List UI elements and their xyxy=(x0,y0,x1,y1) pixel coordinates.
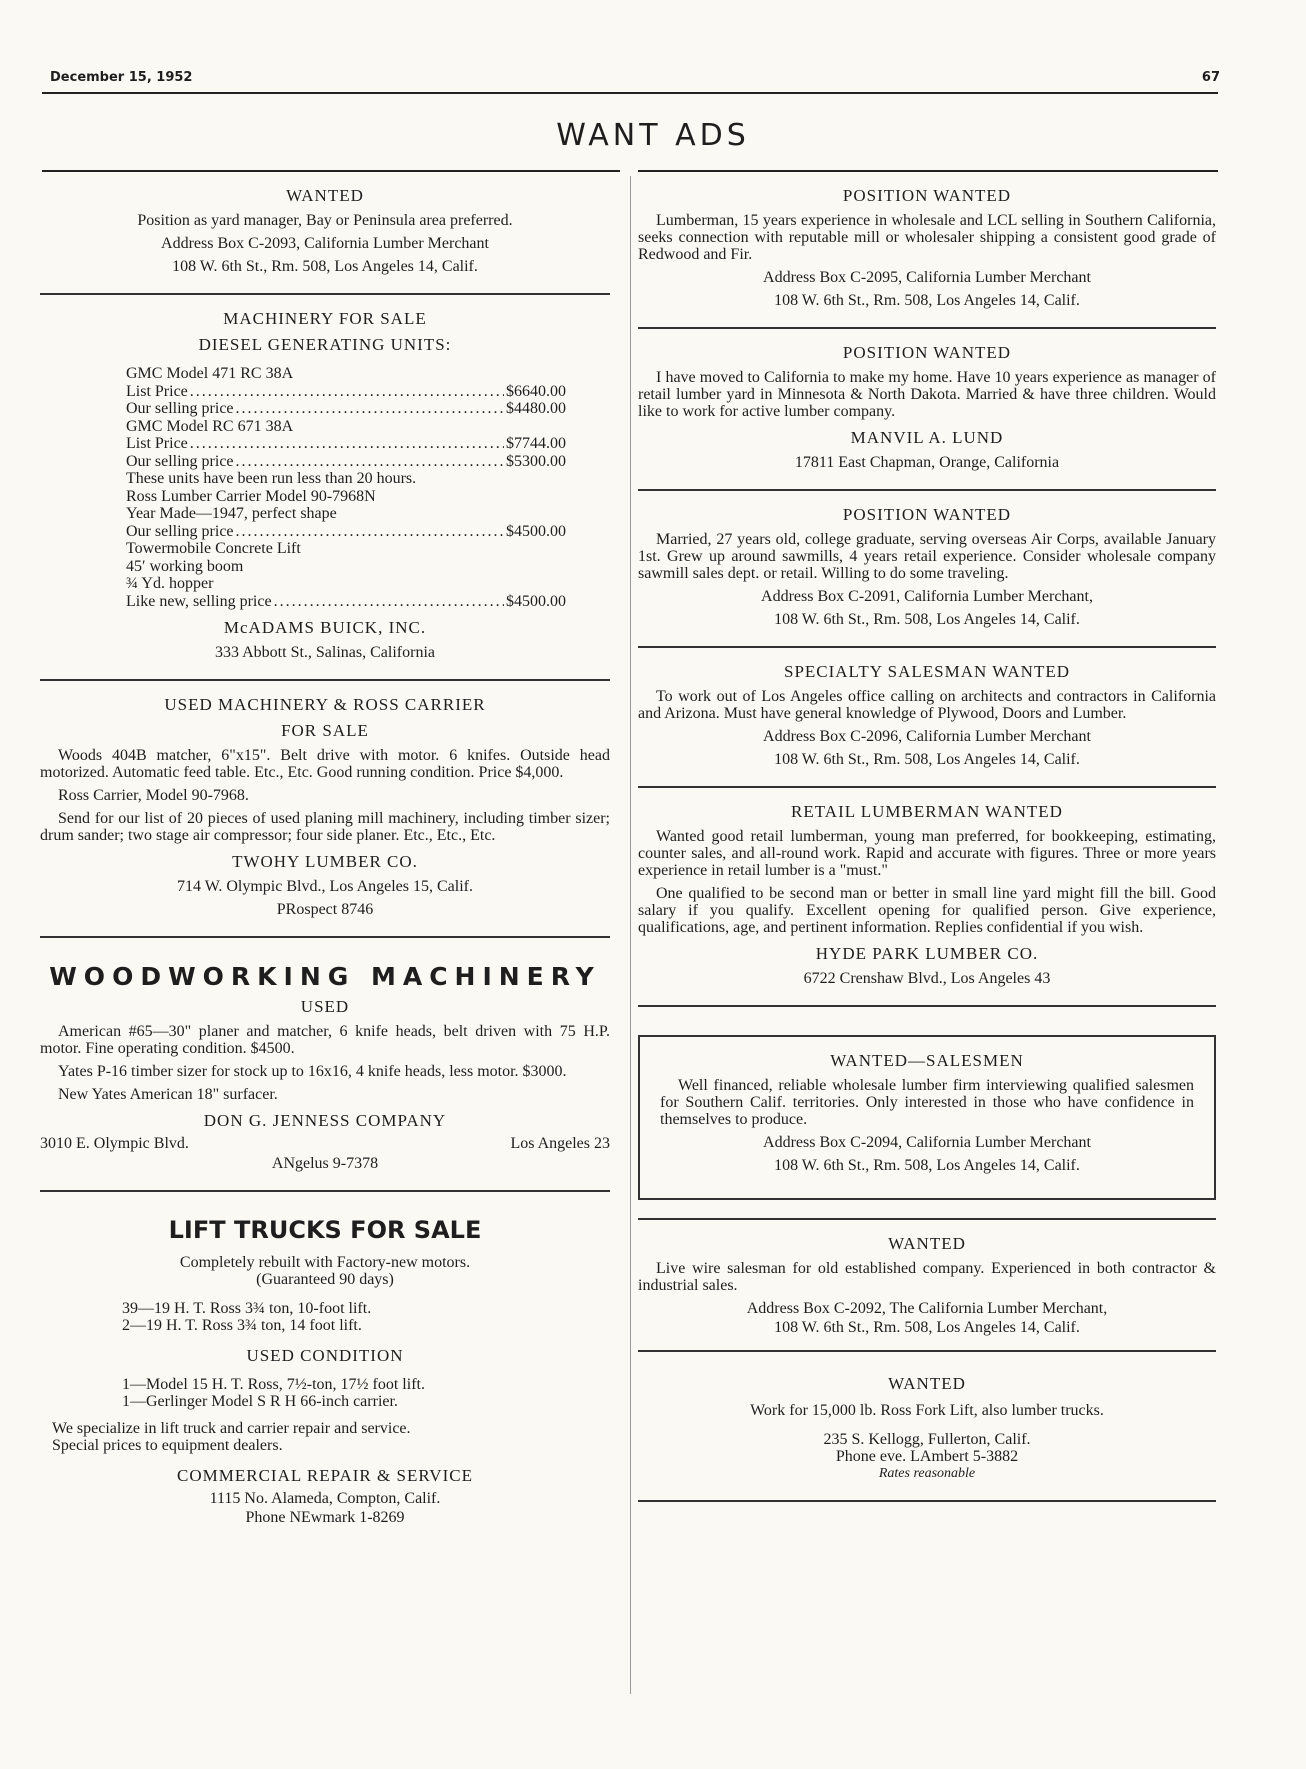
ad-paragraph: Send for our list of 20 pieces of used planing mill machinery, including timber sizer; drum sander; two stage air compressor; four side planer. Etc., Etc., Etc. xyxy=(40,810,610,844)
ad-paragraph: Yates P-16 timber sizer for stock up to 16x16, 4 knife heads, less motor. $3000. xyxy=(58,1063,567,1080)
machinery-item: GMC Model RC 671 38A xyxy=(126,417,294,435)
ad-address: 108 W. 6th St., Rm. 508, Los Angeles 14, Calif. xyxy=(774,1157,1080,1174)
machinery-item: Our selling price xyxy=(126,522,234,540)
ad-heading: MACHINERY FOR SALE xyxy=(223,309,427,328)
page-number: 67 xyxy=(1201,70,1220,85)
issue-date: December 15, 1952 xyxy=(50,70,193,85)
machinery-item: Towermobile Concrete Lift xyxy=(126,540,301,557)
ad-heading: WANTED xyxy=(888,1374,966,1393)
ad-retail-lumberman xyxy=(638,788,1216,1007)
ad-heading: WANTED—SALESMEN xyxy=(830,1051,1024,1070)
leader-dots xyxy=(236,400,504,418)
machinery-line xyxy=(126,558,566,576)
ad-item: 1—Gerlinger Model S R H 66-inch carrier. xyxy=(122,1393,398,1410)
machinery-item: List Price xyxy=(126,382,188,400)
ad-paragraph: Ross Carrier, Model 90-7968. xyxy=(58,787,249,804)
machinery-line xyxy=(126,365,566,383)
ad-body: Work for 15,000 lb. Ross Fork Lift, also lumber trucks. xyxy=(750,1402,1104,1419)
ad-heading: POSITION WANTED xyxy=(842,343,1012,362)
leader-dots xyxy=(190,435,504,453)
ad-body: Married, 27 years old, college graduate, serving overseas Air Corps, available January 1st. Grew up around sawmills, 4 years retail experience. Consider wholesale company sawmill sales dept. or retail. Willing to do some traveling. xyxy=(638,531,1216,582)
ad-address: Address Box C-2095, California Lumber Merchant xyxy=(763,269,1091,286)
machinery-line xyxy=(126,470,566,488)
ad-body: To work out of Los Angeles office calling on architects and contractors in California and Arizona. Must have general knowledge of Plywood, Doors and Lumber. xyxy=(638,688,1216,722)
leader-dots xyxy=(236,523,504,541)
ad-note: Rates reasonable xyxy=(878,1466,976,1481)
ad-address: 6722 Crenshaw Blvd., Los Angeles 43 xyxy=(803,970,1051,987)
machinery-item: ¾ Yd. hopper xyxy=(126,575,214,592)
leader-dots xyxy=(274,593,504,611)
ad-body: Well financed, reliable wholesale lumber firm interviewing qualified salesmen for Southern Calif. territories. Only interested in those who have confidence in themselves to produce. xyxy=(660,1077,1194,1128)
ad-address: 235 S. Kellogg, Fullerton, Calif. xyxy=(823,1431,1031,1448)
ad-position-wanted-graduate xyxy=(638,491,1216,648)
ad-title: WOODWORKING MACHINERY xyxy=(49,962,601,991)
ad-firm: COMMERCIAL REPAIR & SERVICE xyxy=(177,1466,473,1485)
right-column xyxy=(630,172,1224,1502)
ad-phone: Phone eve. LAmbert 5-3882 xyxy=(835,1448,1019,1465)
ad-name: MANVIL A. LUND xyxy=(850,428,1004,447)
ad-firm: TWOHY LUMBER CO. xyxy=(232,852,418,871)
machinery-line xyxy=(126,593,566,611)
ad-body: Live wire salesman for old established company. Experienced in both contractor & industrial sales. xyxy=(638,1260,1216,1294)
ad-paragraph: One qualified to be second man or better in small line yard might fill the bill. Good salary if you qualify. Excellent opening for qualified person. Give experience, qualifications, age, and pertinent information. Replies confidential if you wish. xyxy=(638,885,1216,936)
machinery-item: Year Made—1947, perfect shape xyxy=(126,505,337,522)
machinery-line xyxy=(126,435,566,453)
header-rule xyxy=(42,92,1218,94)
ad-paragraph: American #65—30" planer and matcher, 6 knife heads, belt driven with 75 H.P. motor. Fine operating condition. $4500. xyxy=(40,1023,610,1057)
ad-address: 108 W. 6th St., Rm. 508, Los Angeles 14, Calif. xyxy=(774,292,1080,309)
ad-address: 108 W. 6th St., Rm. 508, Los Angeles 14, Calif. xyxy=(172,258,478,275)
ad-subheading: USED xyxy=(300,997,350,1016)
left-column xyxy=(32,172,618,1540)
machinery-item: Our selling price xyxy=(126,400,234,417)
ad-address: Address Box C-2091, California Lumber Merchant, xyxy=(761,588,1093,605)
ad-box xyxy=(638,1035,1216,1200)
machinery-item: Ross Lumber Carrier Model 90-7968N xyxy=(126,487,376,505)
machinery-item: Our selling price xyxy=(126,452,234,470)
ad-heading: WANTED xyxy=(286,186,364,205)
machinery-line xyxy=(126,523,566,541)
leader-dots xyxy=(190,383,504,401)
ad-heading: RETAIL LUMBERMAN WANTED xyxy=(791,802,1063,821)
machinery-line xyxy=(126,488,566,506)
ad-wanted-fork-lift-work xyxy=(638,1352,1216,1502)
ad-heading: POSITION WANTED xyxy=(842,505,1012,524)
machinery-line xyxy=(126,418,566,436)
ad-subheading: DIESEL GENERATING UNITS: xyxy=(198,335,452,354)
ad-note: Special prices to equipment dealers. xyxy=(52,1437,283,1454)
machinery-price: $4480.00 xyxy=(506,400,566,417)
ad-used-machinery-ross-carrier xyxy=(40,681,610,938)
ad-address-right: Los Angeles 23 xyxy=(510,1135,610,1152)
ad-paragraph: Wanted good retail lumberman, young man preferred, for bookkeeping, estimating, counter sales, and all-round work. Rapid and accurate with figures. Three or more years experience in retail lumber is a "must." xyxy=(638,828,1216,879)
ad-address: 1115 No. Alameda, Compton, Calif. xyxy=(209,1490,441,1507)
ad-address-row xyxy=(40,1135,610,1153)
ad-woodworking-machinery xyxy=(40,938,610,1192)
ad-body: Lumberman, 15 years experience in wholesale and LCL selling in Southern California, seeks connection with reputable mill or wholesaler shipping a consistent good grade of Redwood and Fir. xyxy=(638,212,1216,263)
ad-intro: (Guaranteed 90 days) xyxy=(256,1271,394,1288)
machinery-line xyxy=(126,540,566,558)
machinery-price: $6640.00 xyxy=(506,382,566,400)
ad-heading: USED MACHINERY & ROSS CARRIER xyxy=(164,695,486,714)
ad-item: 2—19 H. T. Ross 3¾ ton, 14 foot lift. xyxy=(122,1317,362,1334)
ad-subheading: FOR SALE xyxy=(281,721,369,740)
ad-address: 108 W. 6th St., Rm. 508, Los Angeles 14, Calif. xyxy=(774,1319,1080,1336)
ad-firm: McADAMS BUICK, INC. xyxy=(223,618,427,637)
ad-address: 333 Abbott St., Salinas, California xyxy=(215,644,435,661)
ad-item: 1—Model 15 H. T. Ross, 7½-ton, 17½ foot lift. xyxy=(122,1376,425,1393)
ad-lift-trucks xyxy=(40,1192,610,1540)
machinery-line xyxy=(126,383,566,401)
ad-phone: PRospect 8746 xyxy=(276,901,374,918)
ad-wanted-live-wire-salesman xyxy=(638,1220,1216,1352)
machinery-line xyxy=(126,505,566,523)
machinery-list xyxy=(126,365,566,610)
ad-address: 17811 East Chapman, Orange, California xyxy=(794,454,1060,471)
ad-wanted-salesmen xyxy=(638,1007,1216,1200)
ad-body: Position as yard manager, Bay or Peninsula area preferred. xyxy=(137,212,513,229)
machinery-item: 45′ working boom xyxy=(126,557,244,575)
ad-title: LIFT TRUCKS FOR SALE xyxy=(168,1216,482,1244)
ad-machinery-for-sale xyxy=(40,295,610,681)
ad-address: Address Box C-2094, California Lumber Merchant xyxy=(763,1134,1091,1151)
machinery-line xyxy=(126,453,566,471)
machinery-price: $7744.00 xyxy=(506,435,566,452)
machinery-item: List Price xyxy=(126,435,188,452)
ad-item: 39—19 H. T. Ross 3¾ ton, 10-foot lift. xyxy=(122,1300,372,1317)
machinery-price: $4500.00 xyxy=(506,522,566,540)
ad-heading: WANTED xyxy=(888,1234,966,1253)
machinery-item: Like new, selling price xyxy=(126,592,272,610)
ad-address: 108 W. 6th St., Rm. 508, Los Angeles 14, Calif. xyxy=(774,751,1080,768)
ad-address: Address Box C-2092, The California Lumber Merchant, xyxy=(746,1300,1108,1317)
ad-address: 714 W. Olympic Blvd., Los Angeles 15, Calif. xyxy=(177,878,473,895)
page-title: WANT ADS xyxy=(556,118,750,153)
ad-body: I have moved to California to make my home. Have 10 years experience as manager of retail lumber yard in Minnesota & North Dakota. Married & have three children. Would like to work for active lumber company. xyxy=(638,369,1216,420)
ad-note: We specialize in lift truck and carrier repair and service. xyxy=(52,1420,411,1437)
ad-position-wanted-lund xyxy=(638,329,1216,491)
ad-address: 108 W. 6th St., Rm. 508, Los Angeles 14, Calif. xyxy=(774,611,1080,628)
machinery-item: These units have been run less than 20 hours. xyxy=(126,470,417,487)
machinery-price: $4500.00 xyxy=(506,592,566,610)
ad-phone: ANgelus 9-7378 xyxy=(271,1155,379,1172)
ad-address: Address Box C-2093, California Lumber Merchant xyxy=(161,235,489,252)
machinery-line xyxy=(126,575,566,593)
ad-intro: Completely rebuilt with Factory-new motors. xyxy=(179,1254,471,1271)
ad-paragraph: Woods 404B matcher, 6"x15". Belt drive with motor. 6 knifes. Outside head motorized. Automatic feed table. Etc., Etc. Good running condition. Price $4,000. xyxy=(40,747,610,781)
ad-position-wanted-lumberman xyxy=(638,172,1216,329)
machinery-item: GMC Model 471 RC 38A xyxy=(126,365,294,382)
ad-address-left: 3010 E. Olympic Blvd. xyxy=(40,1135,189,1152)
machinery-price: $5300.00 xyxy=(506,452,566,470)
machinery-line xyxy=(126,400,566,418)
ad-paragraph: New Yates American 18" surfacer. xyxy=(58,1086,278,1103)
ad-subheading: USED CONDITION xyxy=(246,1346,404,1365)
ad-heading: POSITION WANTED xyxy=(842,186,1012,205)
ad-firm: HYDE PARK LUMBER CO. xyxy=(815,944,1039,963)
leader-dots xyxy=(236,453,504,471)
ad-phone: Phone NEwmark 1-8269 xyxy=(245,1509,405,1526)
ad-specialty-salesman xyxy=(638,648,1216,788)
ad-address: Address Box C-2096, California Lumber Merchant xyxy=(763,728,1091,745)
ad-firm: DON G. JENNESS COMPANY xyxy=(203,1111,447,1130)
ad-heading: SPECIALTY SALESMAN WANTED xyxy=(783,662,1070,681)
ad-wanted-yard-manager xyxy=(40,172,610,295)
